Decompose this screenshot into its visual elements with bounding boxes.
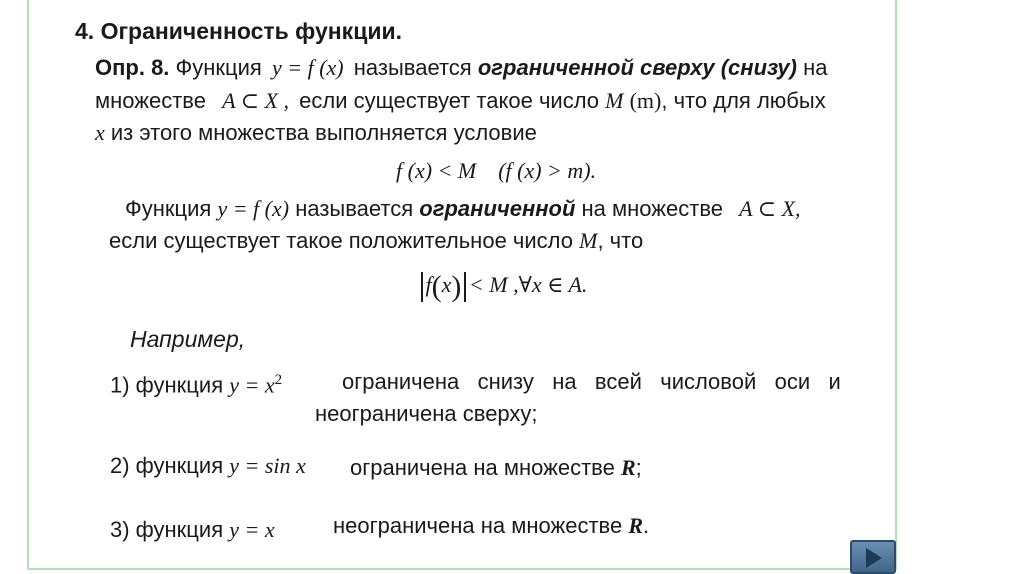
example-3-label: 3) функция y = x bbox=[110, 517, 275, 542]
term-bounded-above-below: ограниченной сверху (снизу) bbox=[477, 55, 797, 80]
example-1-description-line-2: неограничена сверху; bbox=[315, 401, 538, 426]
bounded-line-1: Функция y = f (x) называется ограниченной на множестве A ⊂ X, bbox=[125, 196, 801, 221]
example-3-description: неограничена на множестве R. bbox=[333, 513, 650, 538]
examples-heading: Например, bbox=[130, 326, 246, 352]
definition-line-2: множестве A ⊂ X , если существует такое число M (m), что для любых bbox=[95, 88, 826, 113]
definition-label: Опр. 8. bbox=[95, 55, 170, 80]
example-1-label: 1) функция $y = x^2$ bbox=[110, 372, 283, 398]
bounded-line-2: если существует такое положительное число M, что bbox=[109, 228, 644, 253]
term-bounded: ограниченной bbox=[419, 196, 576, 221]
example-1-description-line-1: ограничена снизу на всей числовой оси и bbox=[342, 369, 841, 394]
function-formula: y = f (x) bbox=[271, 55, 344, 80]
slide-title: 4. Ограниченность функции. bbox=[75, 18, 402, 44]
definition-line-3: x из этого множества выполняется условие bbox=[95, 120, 537, 145]
set-formula: A ⊂ X , bbox=[222, 88, 290, 113]
next-slide-button[interactable] bbox=[850, 540, 896, 574]
example-2-description: ограничена на множестве R; bbox=[350, 455, 642, 480]
bounded-condition-formula: f(x) < M ,∀x ∈ A. bbox=[418, 268, 587, 304]
definition-line-1: Опр. 8. Функция y = f (x) называется ограниченной сверху (снизу) на bbox=[95, 55, 828, 80]
definition-condition-formula: f (x) < M (f (x) > m). bbox=[396, 158, 597, 183]
next-slide-icon bbox=[866, 548, 882, 568]
example-2-label: 2) функция y = sin x bbox=[110, 453, 306, 478]
